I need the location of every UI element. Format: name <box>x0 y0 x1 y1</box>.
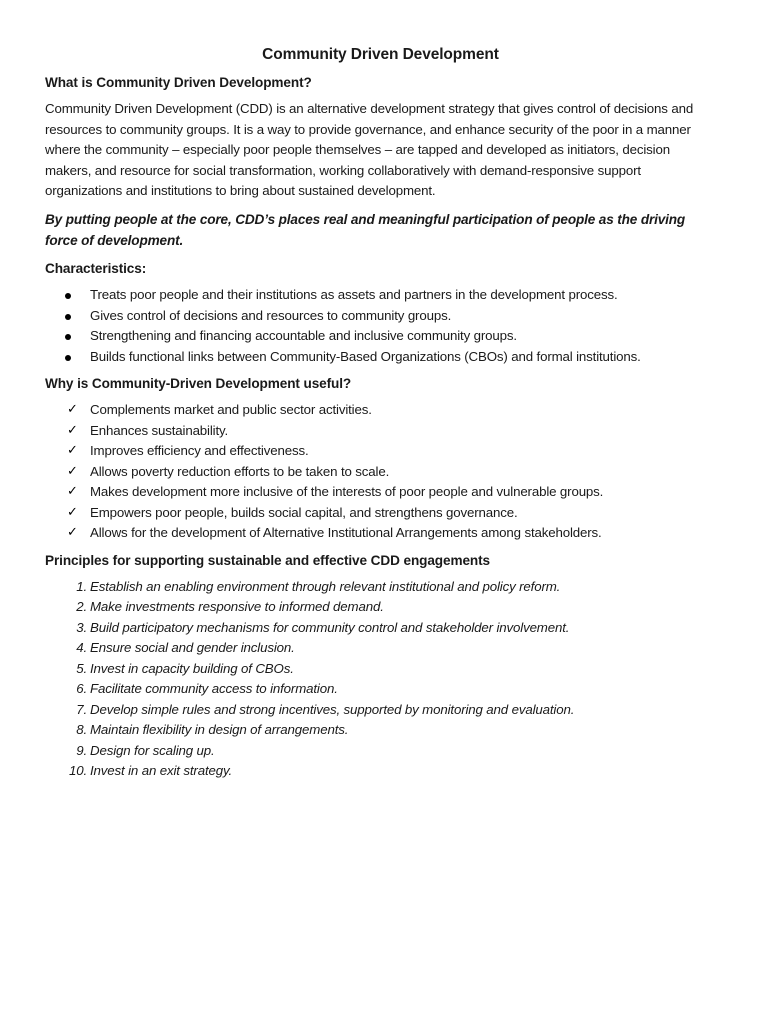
list-item <box>45 285 716 306</box>
list-item-text: Improves efficiency and effectiveness. <box>90 443 309 459</box>
list-item-text: Make investments responsive to informed demand. <box>90 599 384 615</box>
list-item-text: Gives control of decisions and resources to community groups. <box>90 307 452 323</box>
list-number: 5. <box>76 660 87 676</box>
list-number: 6. <box>76 681 87 697</box>
list-number: 10. <box>68 763 87 779</box>
characteristics-list <box>45 285 716 367</box>
list-item-text: Invest in an exit strategy. <box>90 763 233 779</box>
list-item <box>45 482 716 503</box>
list-item-text: Ensure social and gender inclusion. <box>90 640 295 656</box>
list-item <box>45 700 716 721</box>
why-list <box>45 400 716 544</box>
list-item <box>45 679 716 700</box>
list-item <box>45 462 716 483</box>
checkmark-icon: ✓ <box>67 402 78 418</box>
list-item <box>45 441 716 462</box>
list-item-text: Maintain flexibility in design of arrangements. <box>90 722 349 738</box>
principles-list <box>45 577 716 782</box>
list-item <box>45 741 716 762</box>
bullet-icon <box>65 355 71 361</box>
list-number: 3. <box>76 619 87 635</box>
why-heading: Why is Community-Driven Development useful? <box>45 376 352 392</box>
list-item-text: Allows poverty reduction efforts to be taken to scale. <box>90 463 390 479</box>
list-item-text: Facilitate community access to information. <box>90 681 338 697</box>
list-item <box>45 597 716 618</box>
principles-heading: Principles for supporting sustainable and effective CDD engagements <box>45 552 491 568</box>
list-item-text: Empowers poor people, builds social capital, and strengthens governance. <box>90 504 518 520</box>
list-item-text: Allows for the development of Alternative Institutional Arrangements among stakeholders. <box>90 525 602 541</box>
list-item <box>45 577 716 598</box>
bullet-icon <box>65 314 71 320</box>
list-item-text: Builds functional links between Community-Based Organizations (CBOs) and formal institutions. <box>90 348 641 364</box>
checkmark-icon: ✓ <box>67 422 78 438</box>
list-item <box>45 347 716 368</box>
emphasis-statement: By putting people at the core, CDD’s places real and meaningful participation of people as the driving force of development. <box>45 211 686 248</box>
list-item <box>45 523 716 544</box>
checkmark-icon: ✓ <box>67 504 78 520</box>
list-item-text: Build participatory mechanisms for community control and stakeholder involvement. <box>90 619 570 635</box>
list-item <box>45 306 716 327</box>
checkmark-icon: ✓ <box>67 443 78 459</box>
checkmark-icon: ✓ <box>67 463 78 479</box>
characteristics-heading: Characteristics: <box>45 261 147 277</box>
list-number: 2. <box>76 599 87 615</box>
list-item-text: Treats poor people and their institutions as assets and partners in the development process. <box>90 287 618 303</box>
list-item <box>45 720 716 741</box>
list-item-text: Makes development more inclusive of the interests of poor people and vulnerable groups. <box>90 484 604 500</box>
list-number: 7. <box>76 701 87 717</box>
list-item <box>45 659 716 680</box>
bullet-icon <box>65 293 71 299</box>
list-item-text: Strengthening and financing accountable and inclusive community groups. <box>90 328 517 344</box>
list-item <box>45 326 716 347</box>
list-item-text: Enhances sustainability. <box>90 422 229 438</box>
list-item <box>45 761 716 782</box>
list-item <box>45 503 716 524</box>
list-item-text: Invest in capacity building of CBOs. <box>90 660 294 676</box>
list-item-text: Establish an enabling environment through relevant institutional and policy reform. <box>90 578 561 594</box>
list-item-text: Complements market and public sector activities. <box>90 402 372 418</box>
list-number: 4. <box>76 640 87 656</box>
page-title: Community Driven Development <box>262 46 499 63</box>
list-number: 1. <box>76 578 87 594</box>
bullet-icon <box>65 334 71 340</box>
list-item <box>45 638 716 659</box>
checkmark-icon: ✓ <box>67 484 78 500</box>
list-number: 9. <box>76 742 87 758</box>
list-item <box>45 618 716 639</box>
list-item <box>45 421 716 442</box>
list-number: 8. <box>76 722 87 738</box>
what-paragraph: Community Driven Development (CDD) is an alternative development strategy that gives control of decisions and resources to community groups. It is a way to provide governance, and enhance security of the poor in a manner where the community – especially poor people themselves – are tapped and developed as initiators, decision makers, and resource for social transformation, working collaboratively with demand-responsive support organizations and institutions to bring about sustained development. <box>45 101 694 199</box>
list-item-text: Design for scaling up. <box>90 742 215 758</box>
checkmark-icon: ✓ <box>67 525 78 541</box>
list-item <box>45 400 716 421</box>
what-heading: What is Community Driven Development? <box>45 75 312 90</box>
list-item-text: Develop simple rules and strong incentives, supported by monitoring and evaluation. <box>90 701 575 717</box>
